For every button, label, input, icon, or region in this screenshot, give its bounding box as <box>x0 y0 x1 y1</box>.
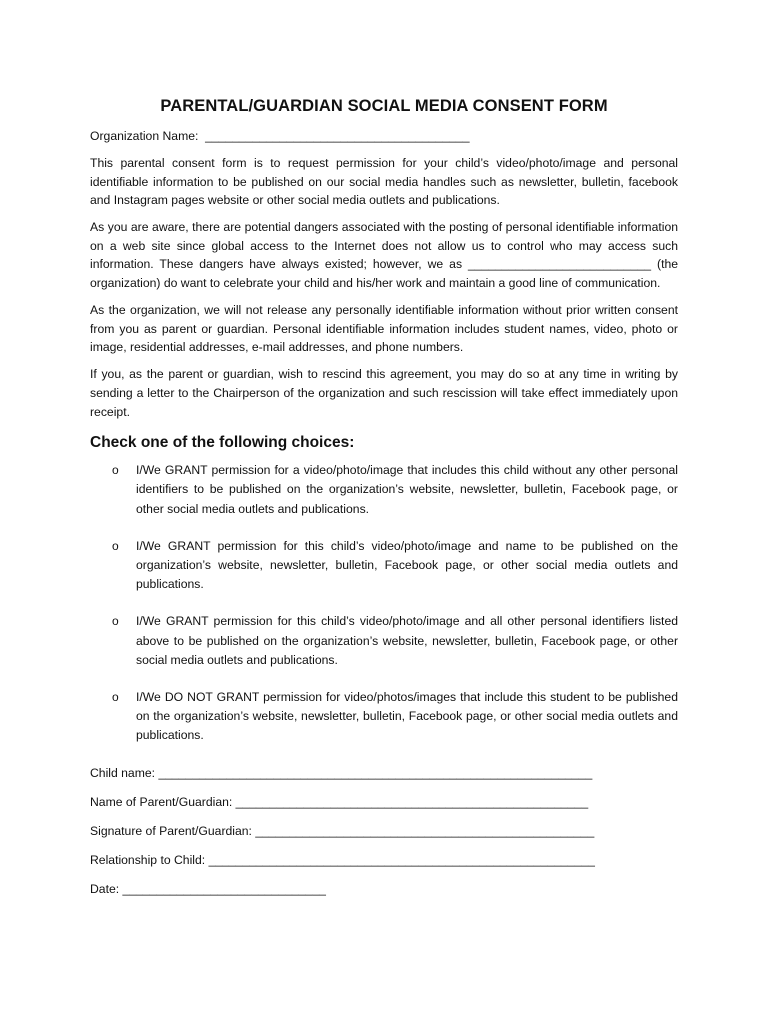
organization-name-label: Organization Name: <box>90 129 199 143</box>
choice-text: I/We GRANT permission for this child’s video/photo/image and name to be published on the organization’s website, newsletter, bulletin, Facebook page, or other social media outlets and publications. <box>136 538 678 592</box>
relationship-field[interactable] <box>90 851 678 870</box>
child-name-field[interactable] <box>90 764 678 783</box>
choice-text: I/We DO NOT GRANT permission for video/photos/images that include this student to be published on the organization’s website, newsletter, bulletin, Facebook page, or other social media outlets and publications. <box>136 690 678 743</box>
form-title: PARENTAL/GUARDIAN SOCIAL MEDIA CONSENT FORM <box>160 97 608 115</box>
child-name-label: Child name: <box>90 765 156 780</box>
organization-name-blank: _______________________________________ <box>205 129 470 143</box>
choice-item[interactable] <box>90 461 678 519</box>
organization-name-field <box>90 127 678 146</box>
dangers-text-before: As you are aware, there are potential dangers associated with the posting of personal identifiable information on a web site since global access to the Internet does not allow us to control who may access such information. These dangers have always existed; however, we as <box>90 220 678 272</box>
choice-bullet: o <box>112 690 119 705</box>
choice-bullet: o <box>112 614 119 629</box>
dangers-text-after: (the organization) do want to celebrate your child and his/her work and maintain a good line of communication. <box>90 257 679 291</box>
choices-list <box>90 461 678 745</box>
relationship-blank: _________________________________________________________ <box>208 852 595 867</box>
choice-item[interactable] <box>90 612 678 670</box>
parent-signature-label: Signature of Parent/Guardian: <box>90 823 252 838</box>
parent-name-field[interactable] <box>90 793 678 812</box>
choice-item[interactable] <box>90 537 678 595</box>
choice-item[interactable] <box>90 688 678 746</box>
date-label: Date: <box>90 881 120 896</box>
choice-bullet: o <box>112 538 119 553</box>
choice-text: I/We GRANT permission for this child’s video/photo/image and all other personal identifiers listed above to be published on the organization’s website, newsletter, bulletin, Facebook page, or other social media outlets and publications. <box>136 614 678 667</box>
parent-signature-field[interactable] <box>90 822 678 841</box>
rescind-paragraph: If you, as the parent or guardian, wish to rescind this agreement, you may do so at any time in writing by sending a letter to the Chairperson of the organization and such rescission will take effect immediately upon receipt. <box>90 367 678 419</box>
organization-blank-inline: ___________________________ <box>468 257 652 272</box>
relationship-label: Relationship to Child: <box>90 852 206 867</box>
choices-heading: Check one of the following choices: <box>90 434 355 452</box>
intro-paragraph: This parental consent form is to request permission for your child’s video/photo/image and personal identifiable information to be published on our social media handles such as newsletter, bulletin, facebook and Instagram pages website or other social media outlets and publications. <box>90 156 678 208</box>
parent-signature-blank: __________________________________________________ <box>255 823 595 838</box>
child-name-blank: ________________________________________________________________ <box>158 765 593 780</box>
parent-name-label: Name of Parent/Guardian: <box>90 794 233 809</box>
parent-name-blank: ____________________________________________________ <box>235 794 589 809</box>
choice-bullet: o <box>112 463 119 478</box>
privacy-paragraph: As the organization, we will not release any personally identifiable information without prior written consent from you as parent or guardian. Personal identifiable information includes student names, video, photo or image, residential addresses, e-mail addresses, and phone numbers. <box>90 303 678 355</box>
signature-fields <box>90 764 678 899</box>
date-blank: ______________________________ <box>122 881 326 896</box>
date-field[interactable] <box>90 880 678 899</box>
dangers-paragraph <box>90 218 678 292</box>
choice-text: I/We GRANT permission for a video/photo/image that includes this child without any other personal identifiers to be published on the organization’s website, newsletter, bulletin, Facebook page, or other social media outlets and publications. <box>136 463 678 516</box>
